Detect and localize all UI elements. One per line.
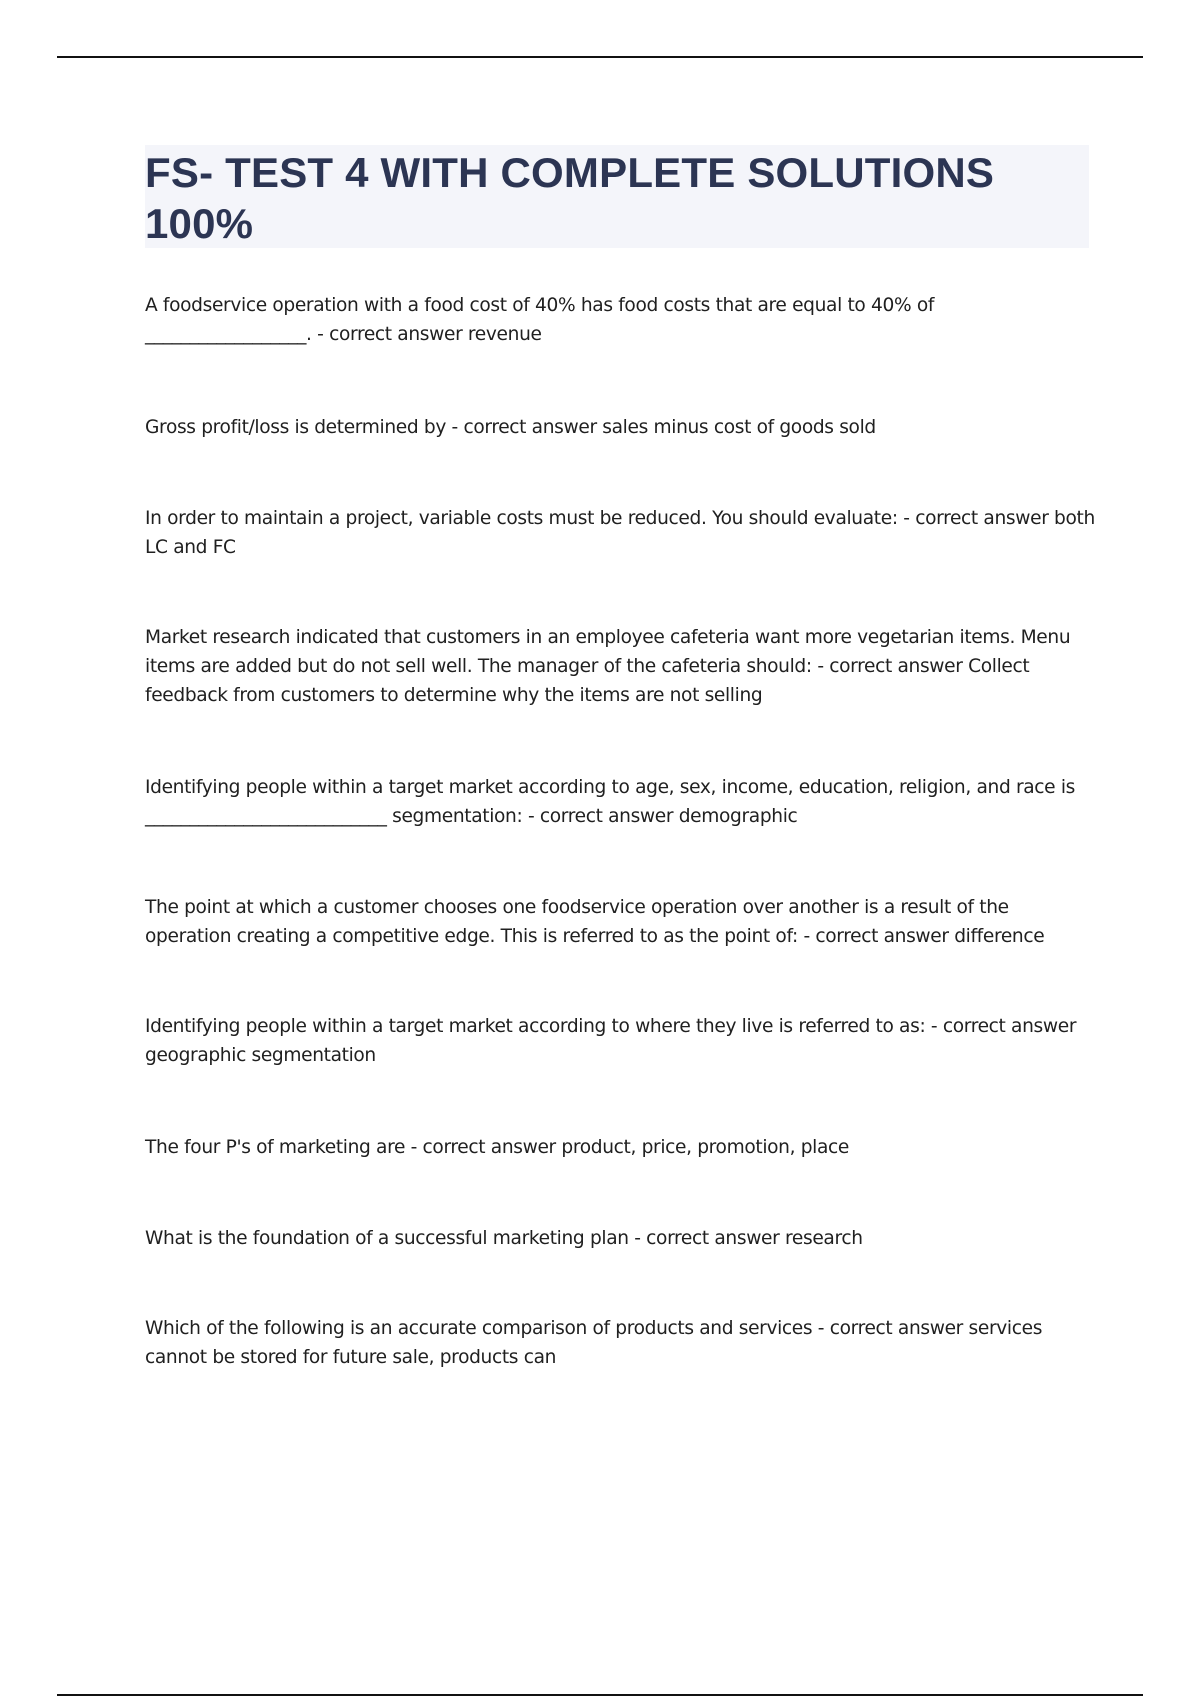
qa-item-7: Identifying people within a target market according to where they live is referred to as: - correct answer geographic segmentation xyxy=(145,1016,1077,1066)
qa-item-2: Gross profit/loss is determined by - correct answer sales minus cost of goods sold xyxy=(145,417,876,438)
qa-item-3: In order to maintain a project, variable costs must be reduced. You should evaluate: - correct answer both LC and FC xyxy=(145,508,1095,558)
document-title: FS- TEST 4 WITH COMPLETE SOLUTIONS 100% xyxy=(145,149,995,247)
top-rule xyxy=(57,56,1143,58)
qa-item-6: The point at which a customer chooses one foodservice operation over another is a result of the operation creating a competitive edge. This is referred to as the point of: - correct answer difference xyxy=(145,897,1045,947)
qa-item-9: What is the foundation of a successful marketing plan - correct answer research xyxy=(145,1228,863,1249)
bottom-rule xyxy=(57,1694,1143,1696)
qa-item-1: A foodservice operation with a food cost of 40% has food costs that are equal to 40% of __________________. - correct answer revenue xyxy=(145,295,935,345)
qa-item-4: Market research indicated that customers in an employee cafeteria want more vegetarian items. Menu items are added but do not sell well. The manager of the cafeteria should: - correct answer Collect feedback from customers to determine why the items are not selling xyxy=(145,627,1071,706)
qa-item-8: The four P's of marketing are - correct answer product, price, promotion, place xyxy=(145,1137,849,1158)
qa-item-10: Which of the following is an accurate comparison of products and services - correct answer services cannot be stored for future sale, products can xyxy=(145,1318,1043,1368)
qa-item-5: Identifying people within a target market according to age, sex, income, education, religion, and race is ___________________________ segmentation: - correct answer demographic xyxy=(145,777,1075,827)
